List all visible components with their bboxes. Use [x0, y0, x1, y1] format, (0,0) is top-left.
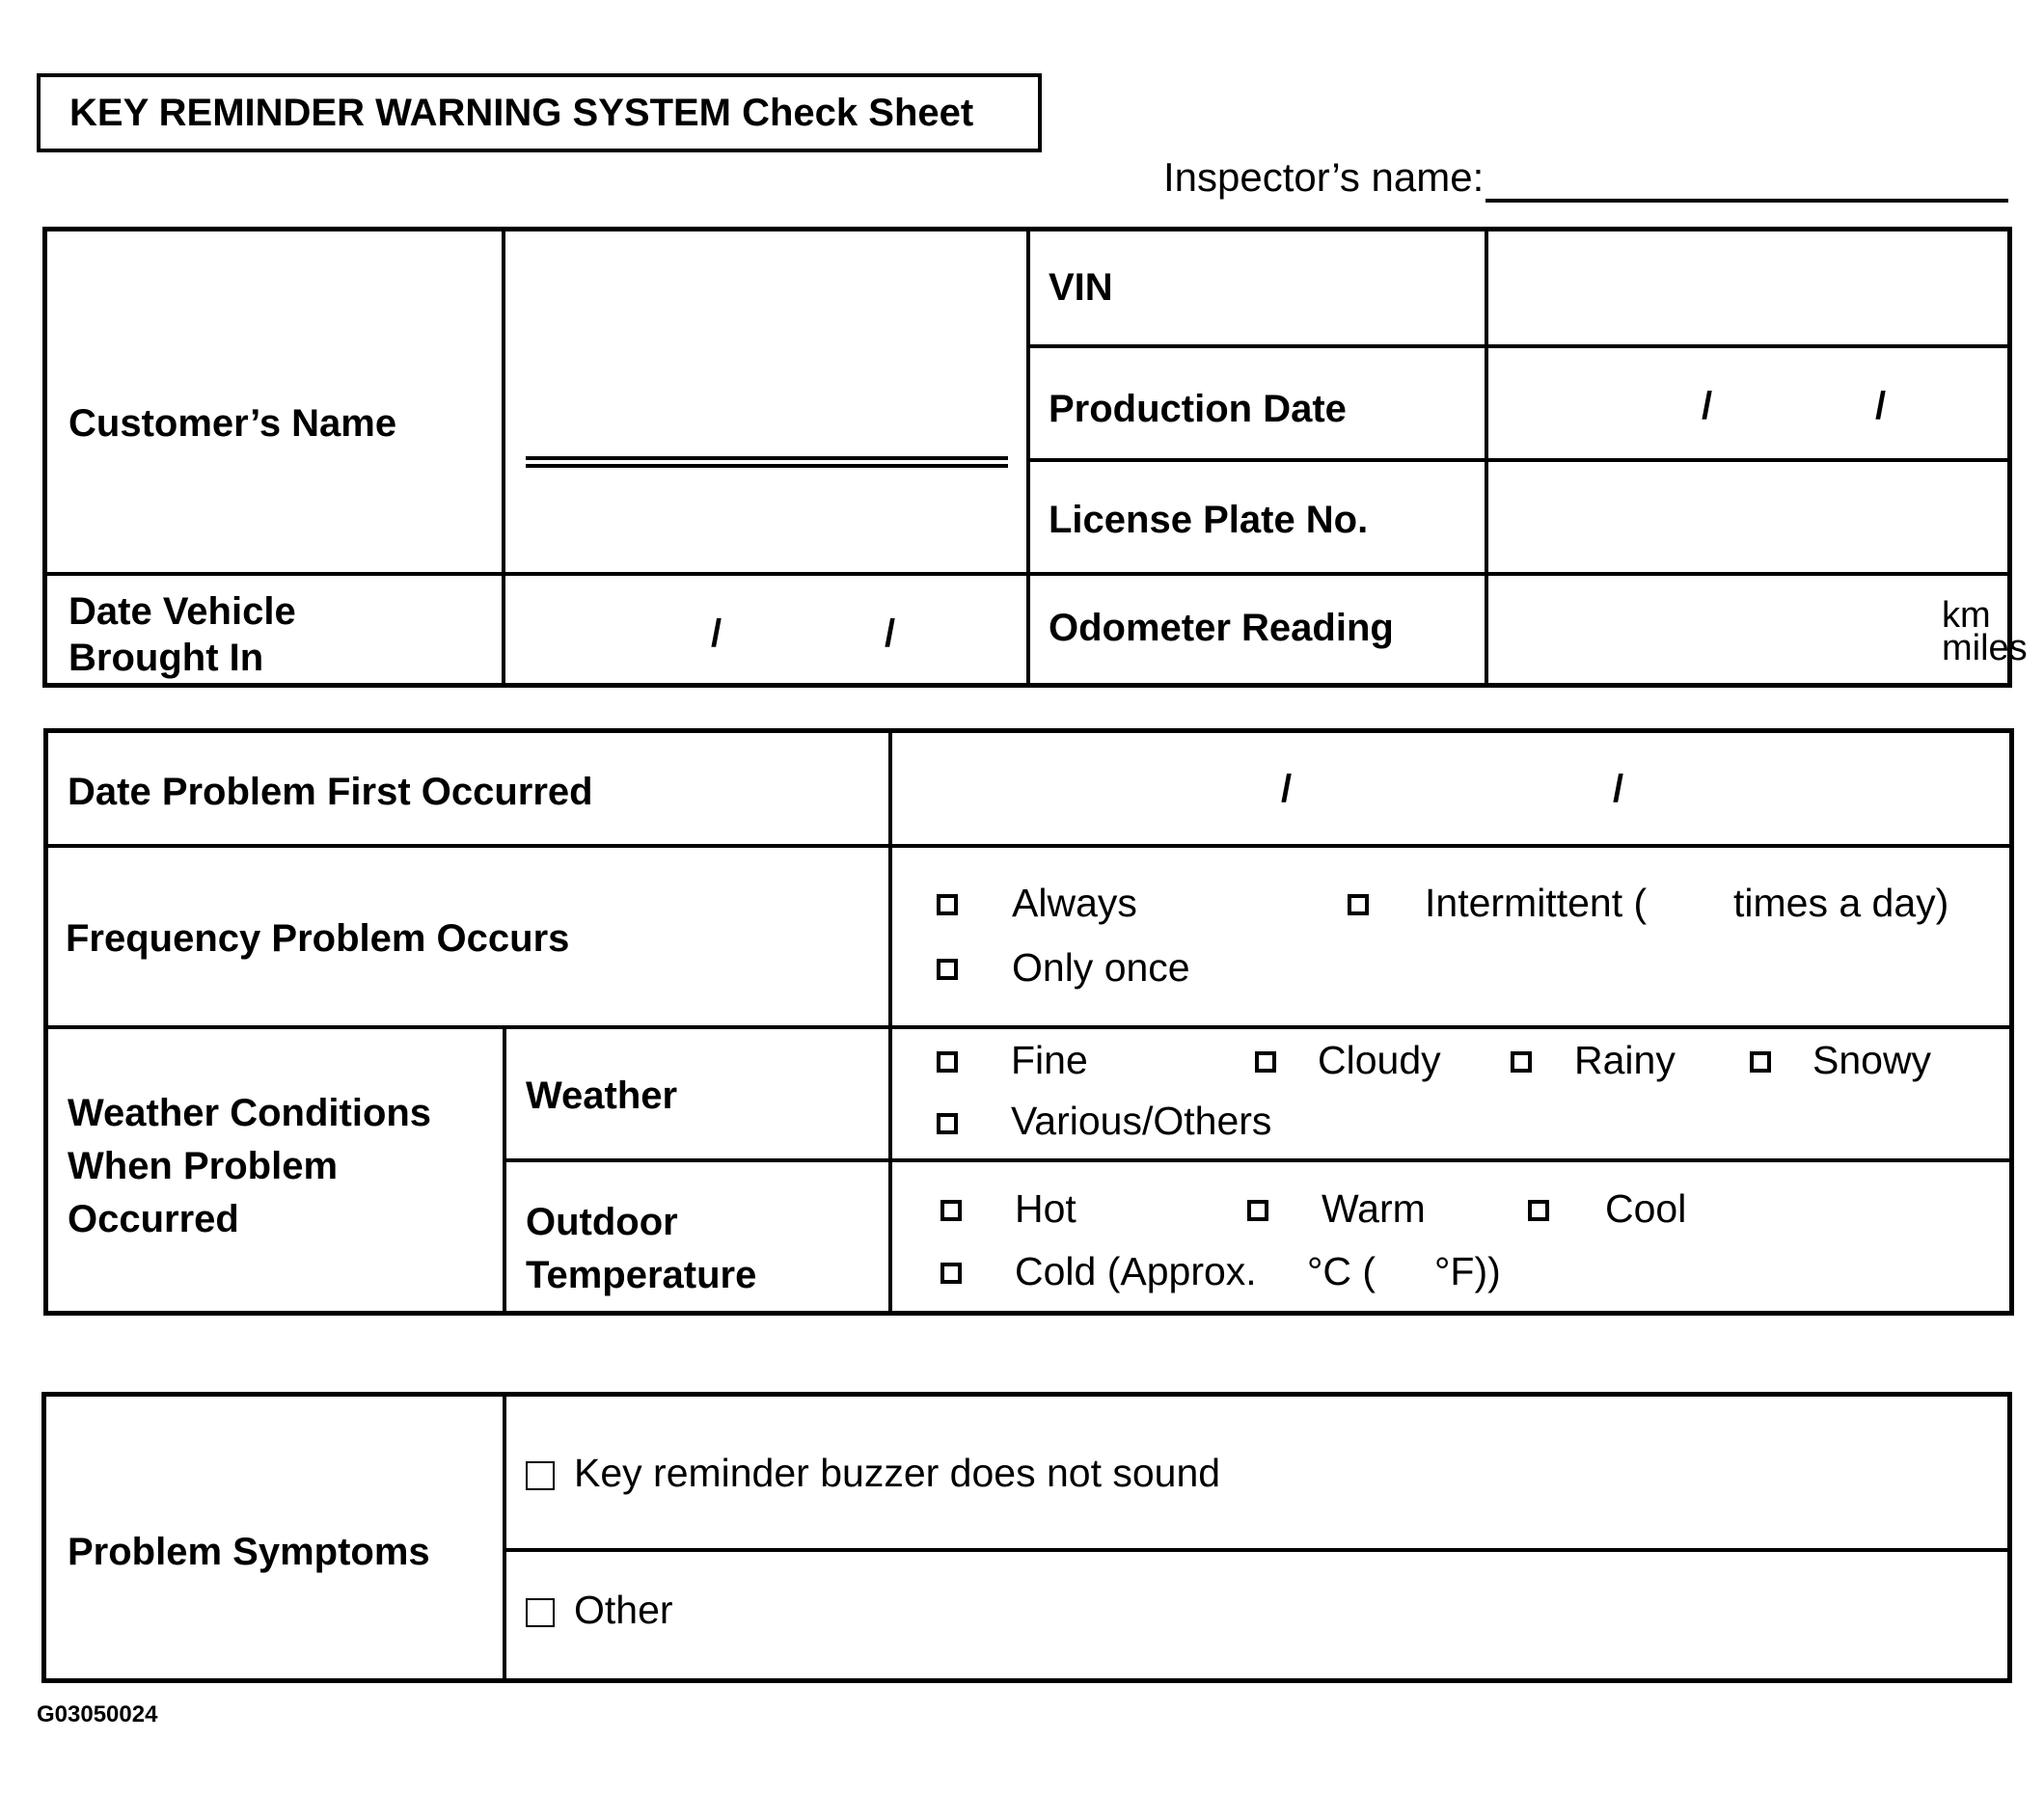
date-separator: /	[1875, 385, 1887, 427]
cool-option-label: Cool	[1605, 1186, 1687, 1231]
cold-option-label: Cold (Approx.	[1015, 1249, 1257, 1293]
rainy-option-label: Rainy	[1574, 1038, 1676, 1082]
buzzer-does-not-sound-checkbox[interactable]	[526, 1461, 555, 1490]
cloudy-checkbox[interactable]	[1255, 1051, 1276, 1073]
date-first-occurred-label: Date Problem First Occurred	[68, 771, 593, 813]
problem-info-table	[43, 728, 2014, 1316]
hot-checkbox[interactable]	[940, 1200, 962, 1221]
date-separator: /	[1613, 768, 1624, 810]
odometer-unit-km: km	[1942, 595, 1991, 636]
cool-checkbox[interactable]	[1528, 1200, 1549, 1221]
inspector-name-field[interactable]	[1485, 199, 2008, 203]
vehicle-info-table	[42, 227, 2028, 688]
customers-name-field[interactable]	[526, 456, 1008, 468]
odometer-label: Odometer Reading	[1049, 607, 1394, 649]
rainy-checkbox[interactable]	[1511, 1051, 1532, 1073]
buzzer-does-not-sound-label: Key reminder buzzer does not sound	[574, 1451, 1221, 1495]
always-option-label: Always	[1012, 881, 1137, 925]
warm-checkbox[interactable]	[1247, 1200, 1268, 1221]
other-symptom-checkbox[interactable]	[526, 1598, 555, 1627]
vin-label: VIN	[1049, 266, 1113, 309]
vin-field[interactable]	[1489, 231, 2008, 343]
date-separator: /	[1702, 385, 1713, 427]
various-others-option-label: Various/Others	[1011, 1099, 1272, 1143]
weather-label: Weather	[526, 1074, 678, 1117]
cold-checkbox[interactable]	[940, 1263, 962, 1284]
only-once-checkbox[interactable]	[937, 959, 958, 980]
always-checkbox[interactable]	[937, 894, 958, 915]
warm-option-label: Warm	[1322, 1186, 1426, 1231]
production-date-field[interactable]	[1489, 348, 2008, 457]
outdoor-temperature-label: Outdoor Temperature	[526, 1201, 757, 1297]
cloudy-option-label: Cloudy	[1318, 1038, 1441, 1082]
fahrenheit-label: °F))	[1434, 1249, 1501, 1293]
only-once-option-label: Only once	[1012, 945, 1190, 990]
date-brought-in-field[interactable]	[506, 576, 1025, 684]
date-first-occurred-field[interactable]	[893, 733, 2010, 843]
license-plate-field[interactable]	[1489, 462, 2008, 571]
times-a-day-label: times a day)	[1733, 881, 1949, 925]
sheet-title-text: KEY REMINDER WARNING SYSTEM Check Sheet	[69, 91, 974, 134]
inspector-name-label: Inspector’s name:	[1163, 154, 1485, 200]
date-brought-in-label: Date Vehicle Brought In	[68, 590, 296, 679]
problem-symptoms-label: Problem Symptoms	[68, 1531, 430, 1573]
various-others-checkbox[interactable]	[937, 1113, 958, 1134]
fine-option-label: Fine	[1011, 1038, 1088, 1082]
other-symptom-label: Other	[574, 1588, 673, 1632]
snowy-checkbox[interactable]	[1750, 1051, 1771, 1073]
odometer-field[interactable]	[1489, 576, 2028, 684]
production-date-label: Production Date	[1049, 388, 1347, 430]
celsius-label: °C (	[1307, 1249, 1376, 1293]
odometer-unit-miles: miles	[1942, 628, 2028, 668]
date-separator: /	[711, 612, 722, 655]
date-separator: /	[885, 612, 896, 655]
problem-symptoms-table	[41, 1392, 2012, 1683]
fine-checkbox[interactable]	[937, 1051, 958, 1073]
license-plate-label: License Plate No.	[1049, 499, 1369, 541]
sheet-title	[37, 73, 1042, 152]
customers-name-label: Customer’s Name	[68, 402, 397, 445]
intermittent-option-label: Intermittent (	[1425, 881, 1648, 925]
snowy-option-label: Snowy	[1812, 1038, 1932, 1082]
weather-conditions-label: Weather Conditions When Problem Occurred	[68, 1092, 432, 1241]
intermittent-checkbox[interactable]	[1348, 894, 1369, 915]
hot-option-label: Hot	[1015, 1186, 1077, 1231]
figure-code: G03050024	[37, 1701, 158, 1727]
frequency-label: Frequency Problem Occurs	[66, 917, 570, 960]
date-separator: /	[1281, 768, 1293, 810]
